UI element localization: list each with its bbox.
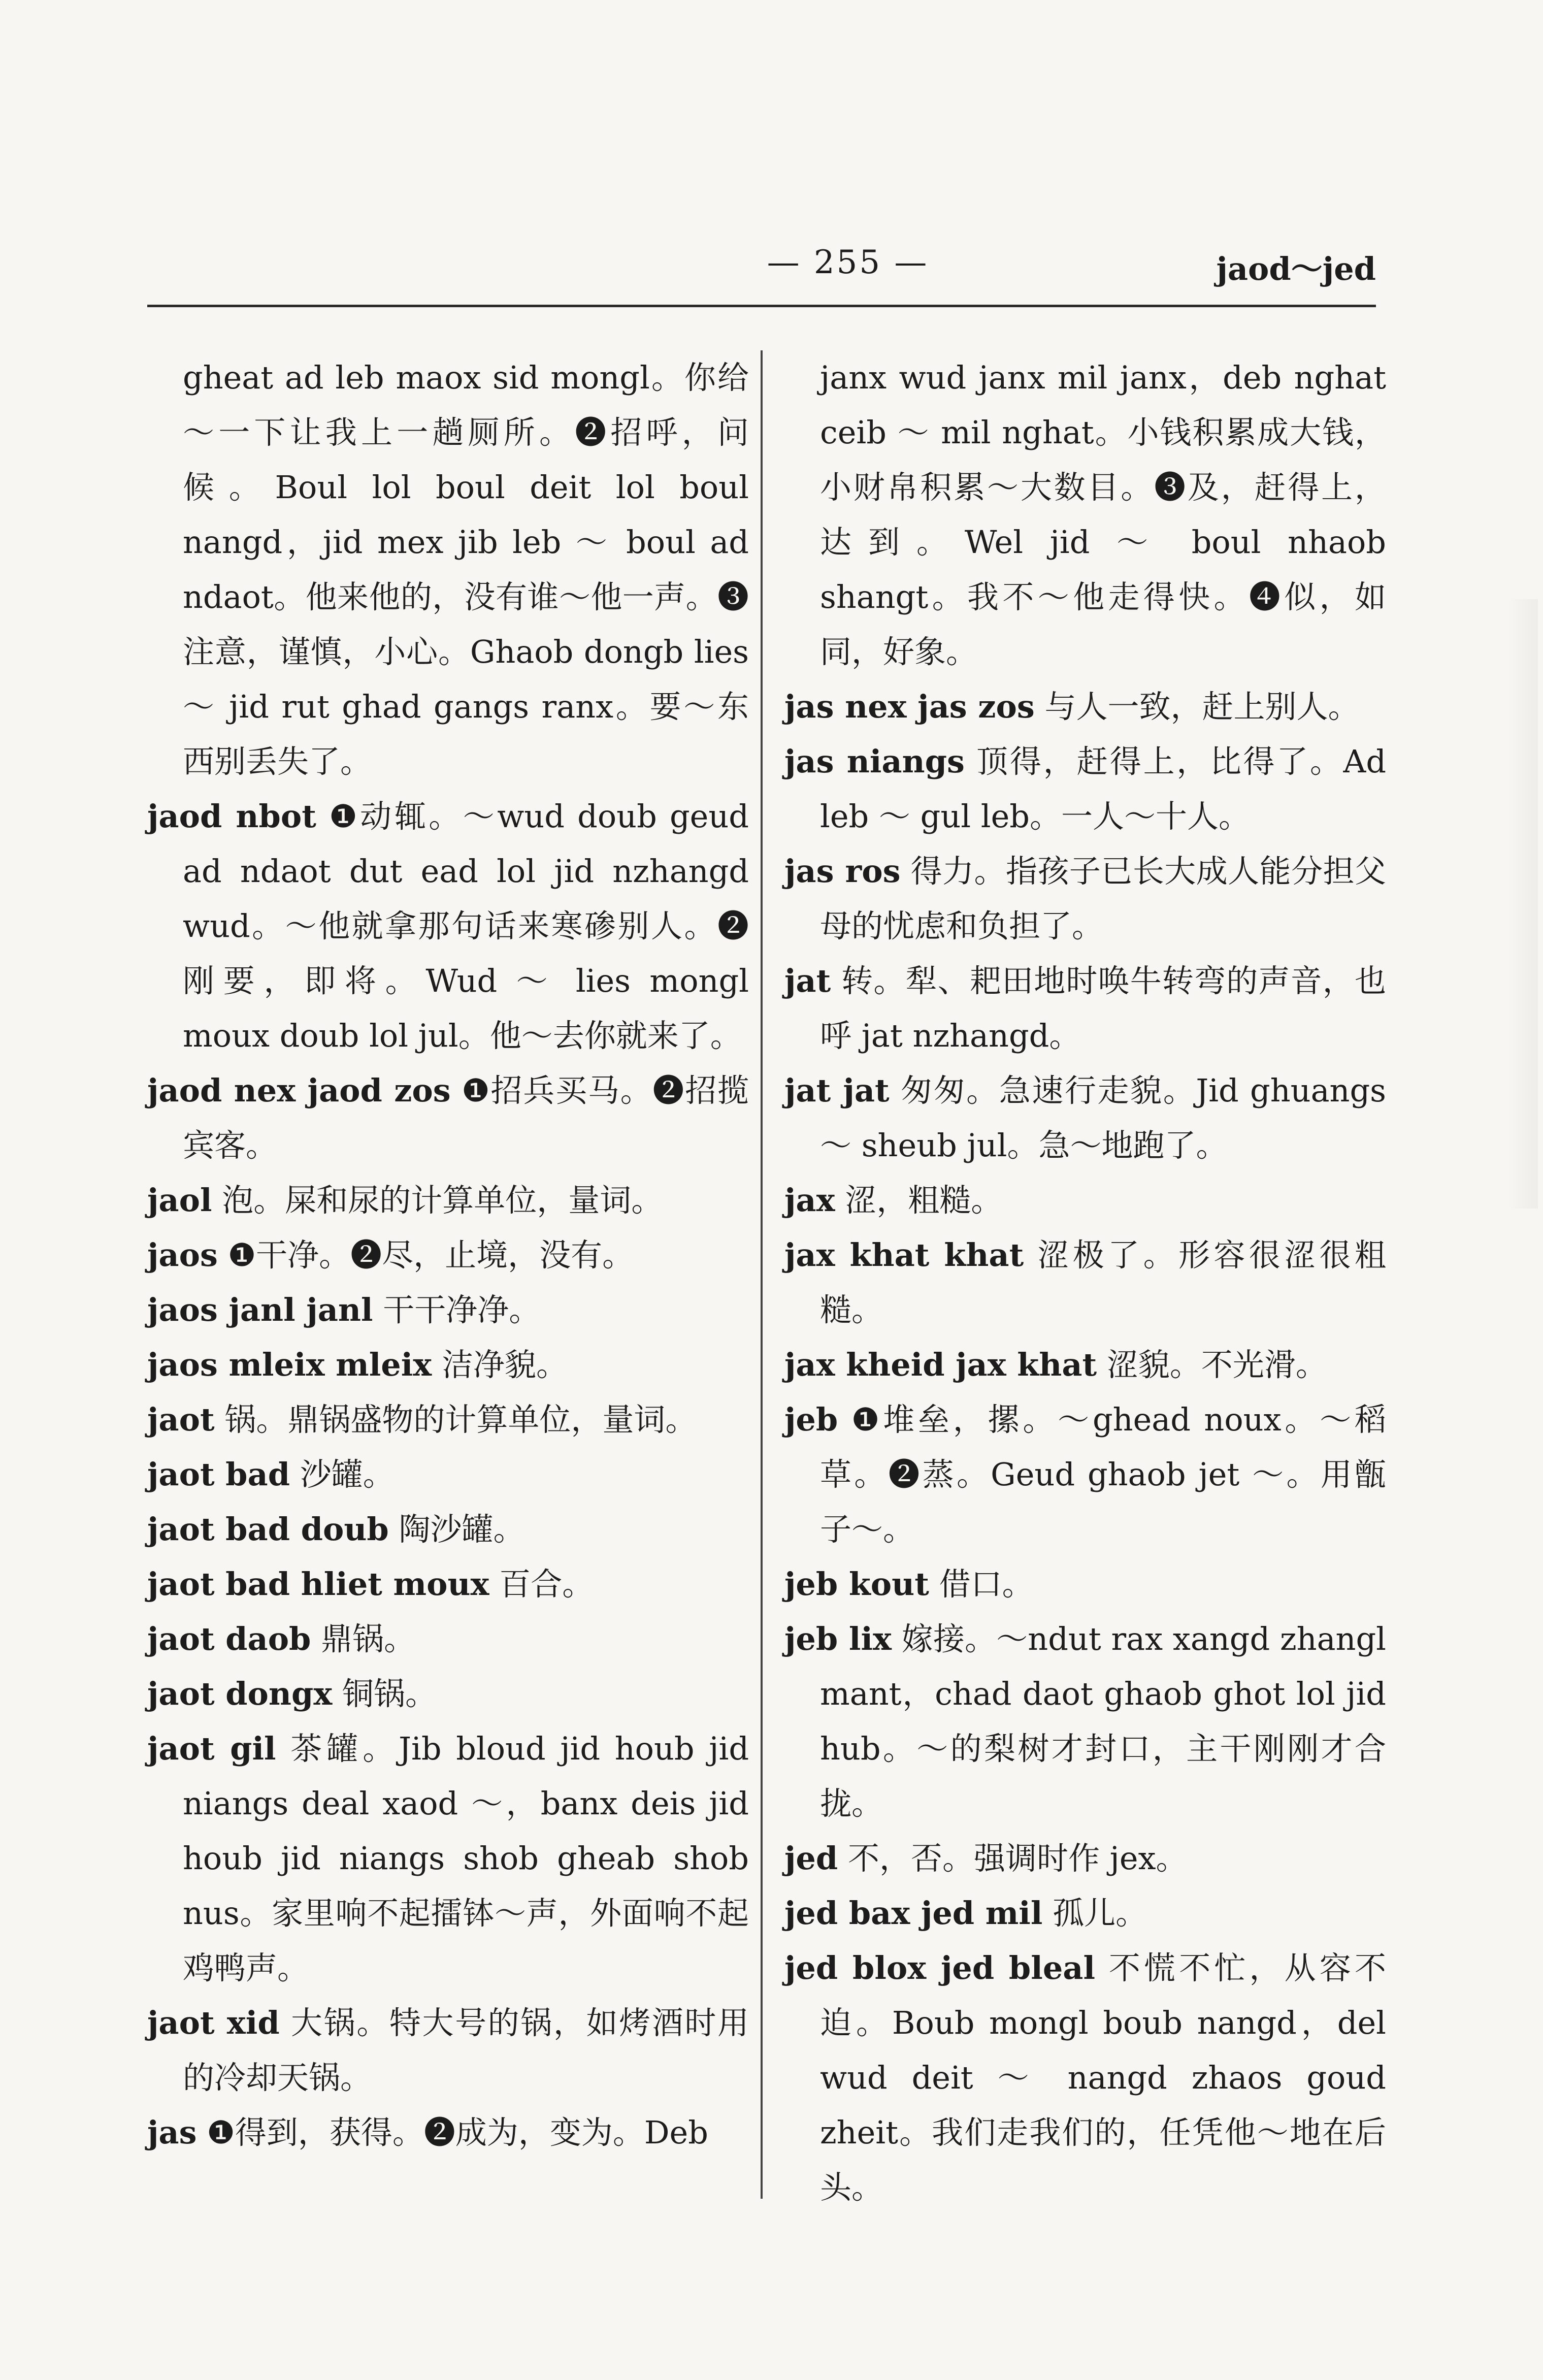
dictionary-entry [147,2105,749,2160]
entry-headword: jeb lix [784,1620,892,1657]
left-column [147,350,749,2160]
entry-headword: jas [147,2114,197,2151]
dictionary-entry [784,1886,1386,1941]
dictionary-entry [147,1228,749,1283]
dictionary-entry [784,734,1386,844]
entry-definition: ❶招兵买马。❷招揽宾客。 [183,1072,749,1164]
dictionary-entry [784,1557,1386,1612]
dictionary-entry [147,789,749,1063]
entry-definition: 洁净貌。 [442,1346,568,1383]
entry-definition: 嫁接。～ndut rax xangd zhangl mant，chad daot ghaob ghot lol jid hub。～的梨树才封口，主干刚刚才合拢。 [820,1620,1386,1822]
entry-definition: 大锅。特大号的锅，如烤酒时用的冷却天锅。 [183,2004,749,2096]
dictionary-entry [147,1392,749,1447]
entry-definition: 涩，粗糙。 [845,1182,1003,1219]
entry-headword: jaos janl janl [147,1291,373,1328]
dictionary-entry [147,1173,749,1228]
entry-headword: jas niangs [784,743,965,780]
entry-headword: jaos [147,1236,218,1274]
dictionary-entry [147,1557,749,1612]
page-edge-shadow [1507,599,1538,1209]
entry-definition: 百合。 [499,1566,594,1603]
dictionary-entry [784,1392,1386,1557]
dictionary-entry [784,1228,1386,1338]
dictionary-entry [147,1338,749,1392]
dictionary-entry [147,1721,749,1996]
dictionary-entry [784,350,1386,679]
dictionary-entry [147,350,749,789]
dictionary-entry [147,1996,749,2105]
entry-headword: jax [784,1182,835,1219]
right-column [784,350,1386,2215]
entry-definition: ❶堆垒，摞。～ghead noux。～稻草。❷蒸。Geud ghaob jet ～。用甑子～。 [820,1401,1386,1548]
entry-headword: jeb [784,1401,838,1438]
entry-definition: 干干净净。 [383,1291,541,1328]
dictionary-entry [784,1173,1386,1228]
entry-definition: 涩极了。形容很涩很粗糙。 [820,1236,1386,1328]
entry-definition: gheat ad leb maox sid mongl。你给～一下让我上一趟厕所。❷招呼，问候。Boul lol boul deit lol boul nangd，jid mex jib leb ～ boul ad ndaot。他来他的，没有谁～他一声。❸注意，谨慎，小心。Ghaob dongb lies ～ jid rut ghad gangs ranx。要～东西别丢失了。 [183,359,749,780]
entry-definition: 涩貌。不光滑。 [1106,1346,1327,1383]
entry-headword: jax khat khat [784,1236,1024,1274]
entry-definition: 孤儿。 [1053,1895,1147,1932]
entry-definition: 借口。 [939,1566,1034,1603]
entry-definition: 陶沙罐。 [399,1511,525,1548]
dictionary-entry [784,679,1386,734]
entry-headword: jat jat [784,1072,890,1109]
entry-headword: jaot daob [147,1620,311,1657]
entry-headword: jaod nbot [147,798,316,835]
dictionary-entry [147,1447,749,1502]
running-head: jaod～jed [1216,250,1376,287]
entry-definition: janx wud janx mil janx，deb nghat ceib ～ mil nghat。小钱积累成大钱，小财帛积累～大数目。❸及，赶得上，达到。Wel jid ～ boul nhaob shangt。我不～他走得快。❹似，如同，好象。 [820,359,1386,670]
column-divider [761,350,763,2199]
entry-definition: 转。犁、耙田地时唤牛转弯的声音，也呼 jat nzhangd。 [820,962,1386,1054]
entry-definition: 匆匆。急速行走貌。Jid ghuangs ～ sheub jul。急～地跑了。 [820,1072,1386,1164]
header-rule [147,305,1376,307]
page-number: — 255 — [767,244,929,281]
entry-headword: jax kheid jax khat [784,1346,1097,1383]
entry-definition: 茶罐。Jib bloud jid houb jid niangs deal xaod ～，banx deis jid houb jid niangs shob gheab shob nus。家里响不起擂钵～声，外面响不起鸡鸭声。 [183,1730,749,1986]
entry-definition: 锅。鼎锅盛物的计算单位，量词。 [224,1401,697,1438]
entry-headword: jed bax jed mil [784,1895,1043,1932]
dictionary-entry [784,1612,1386,1831]
entry-headword: jaot xid [147,2004,280,2041]
dictionary-entry [147,1063,749,1173]
entry-headword: jeb kout [784,1566,929,1603]
entry-headword: jaod nex jaod zos [147,1072,451,1109]
dictionary-entry [784,1831,1386,1886]
entry-headword: jaot gil [147,1730,276,1767]
entry-definition: 铜锅。 [342,1675,437,1712]
dictionary-entry [784,1063,1386,1173]
dictionary-entry [147,1612,749,1667]
entry-headword: jas ros [784,853,901,890]
entry-headword: jaos mleix mleix [147,1346,432,1383]
entry-headword: jaot dongx [147,1675,333,1712]
page-header [147,244,1376,287]
dictionary-entry [147,1283,749,1338]
entry-definition: 与人一致，赶上别人。 [1044,688,1360,725]
dictionary-entry [147,1502,749,1557]
entry-headword: jed [784,1840,838,1877]
entry-definition: 顶得，赶得上，比得了。Ad leb ～ gul leb。一人～十人。 [820,743,1387,835]
entry-headword: jat [784,962,831,999]
entry-headword: jaol [147,1182,212,1219]
dictionary-entry [784,954,1386,1063]
entry-definition: 不慌不忙，从容不迫。Boub mongl boub nangd，del wud deit ～ nangd zhaos goud zheit。我们走我们的，任凭他～地在后头。 [820,1949,1386,2206]
dictionary-entry [784,1941,1386,2215]
entry-headword: jaot bad [147,1456,290,1493]
entry-definition: 不，否。强调时作 jex。 [847,1840,1188,1877]
entry-headword: jaot bad doub [147,1511,389,1548]
entry-definition: 沙罐。 [300,1456,395,1493]
dictionary-entry [784,1338,1386,1392]
entry-definition: ❶得到，获得。❷成为，变为。Deb [207,2114,708,2151]
entry-headword: jaot bad hliet moux [147,1566,489,1603]
dictionary-entry [147,1667,749,1721]
entry-headword: jaot [147,1401,215,1438]
entry-definition: ❶动辄。～wud doub geud ad ndaot dut ead lol jid nzhangd wud。～他就拿那句话来寒碜别人。❷刚要，即将。Wud ～ lies mongl moux doub lol jul。他～去你就来了。 [183,798,749,1054]
entry-headword: jas nex jas zos [784,688,1035,725]
entry-definition: 得力。指孩子已长大成人能分担父母的忧虑和负担了。 [820,853,1386,944]
entry-definition: 鼎锅。 [321,1620,416,1657]
entry-definition: ❶干净。❷尽，止境，没有。 [227,1236,634,1274]
entry-headword: jed blox jed bleal [784,1949,1095,1986]
dictionary-entry [784,844,1386,954]
entry-definition: 泡。屎和尿的计算单位，量词。 [222,1182,663,1219]
